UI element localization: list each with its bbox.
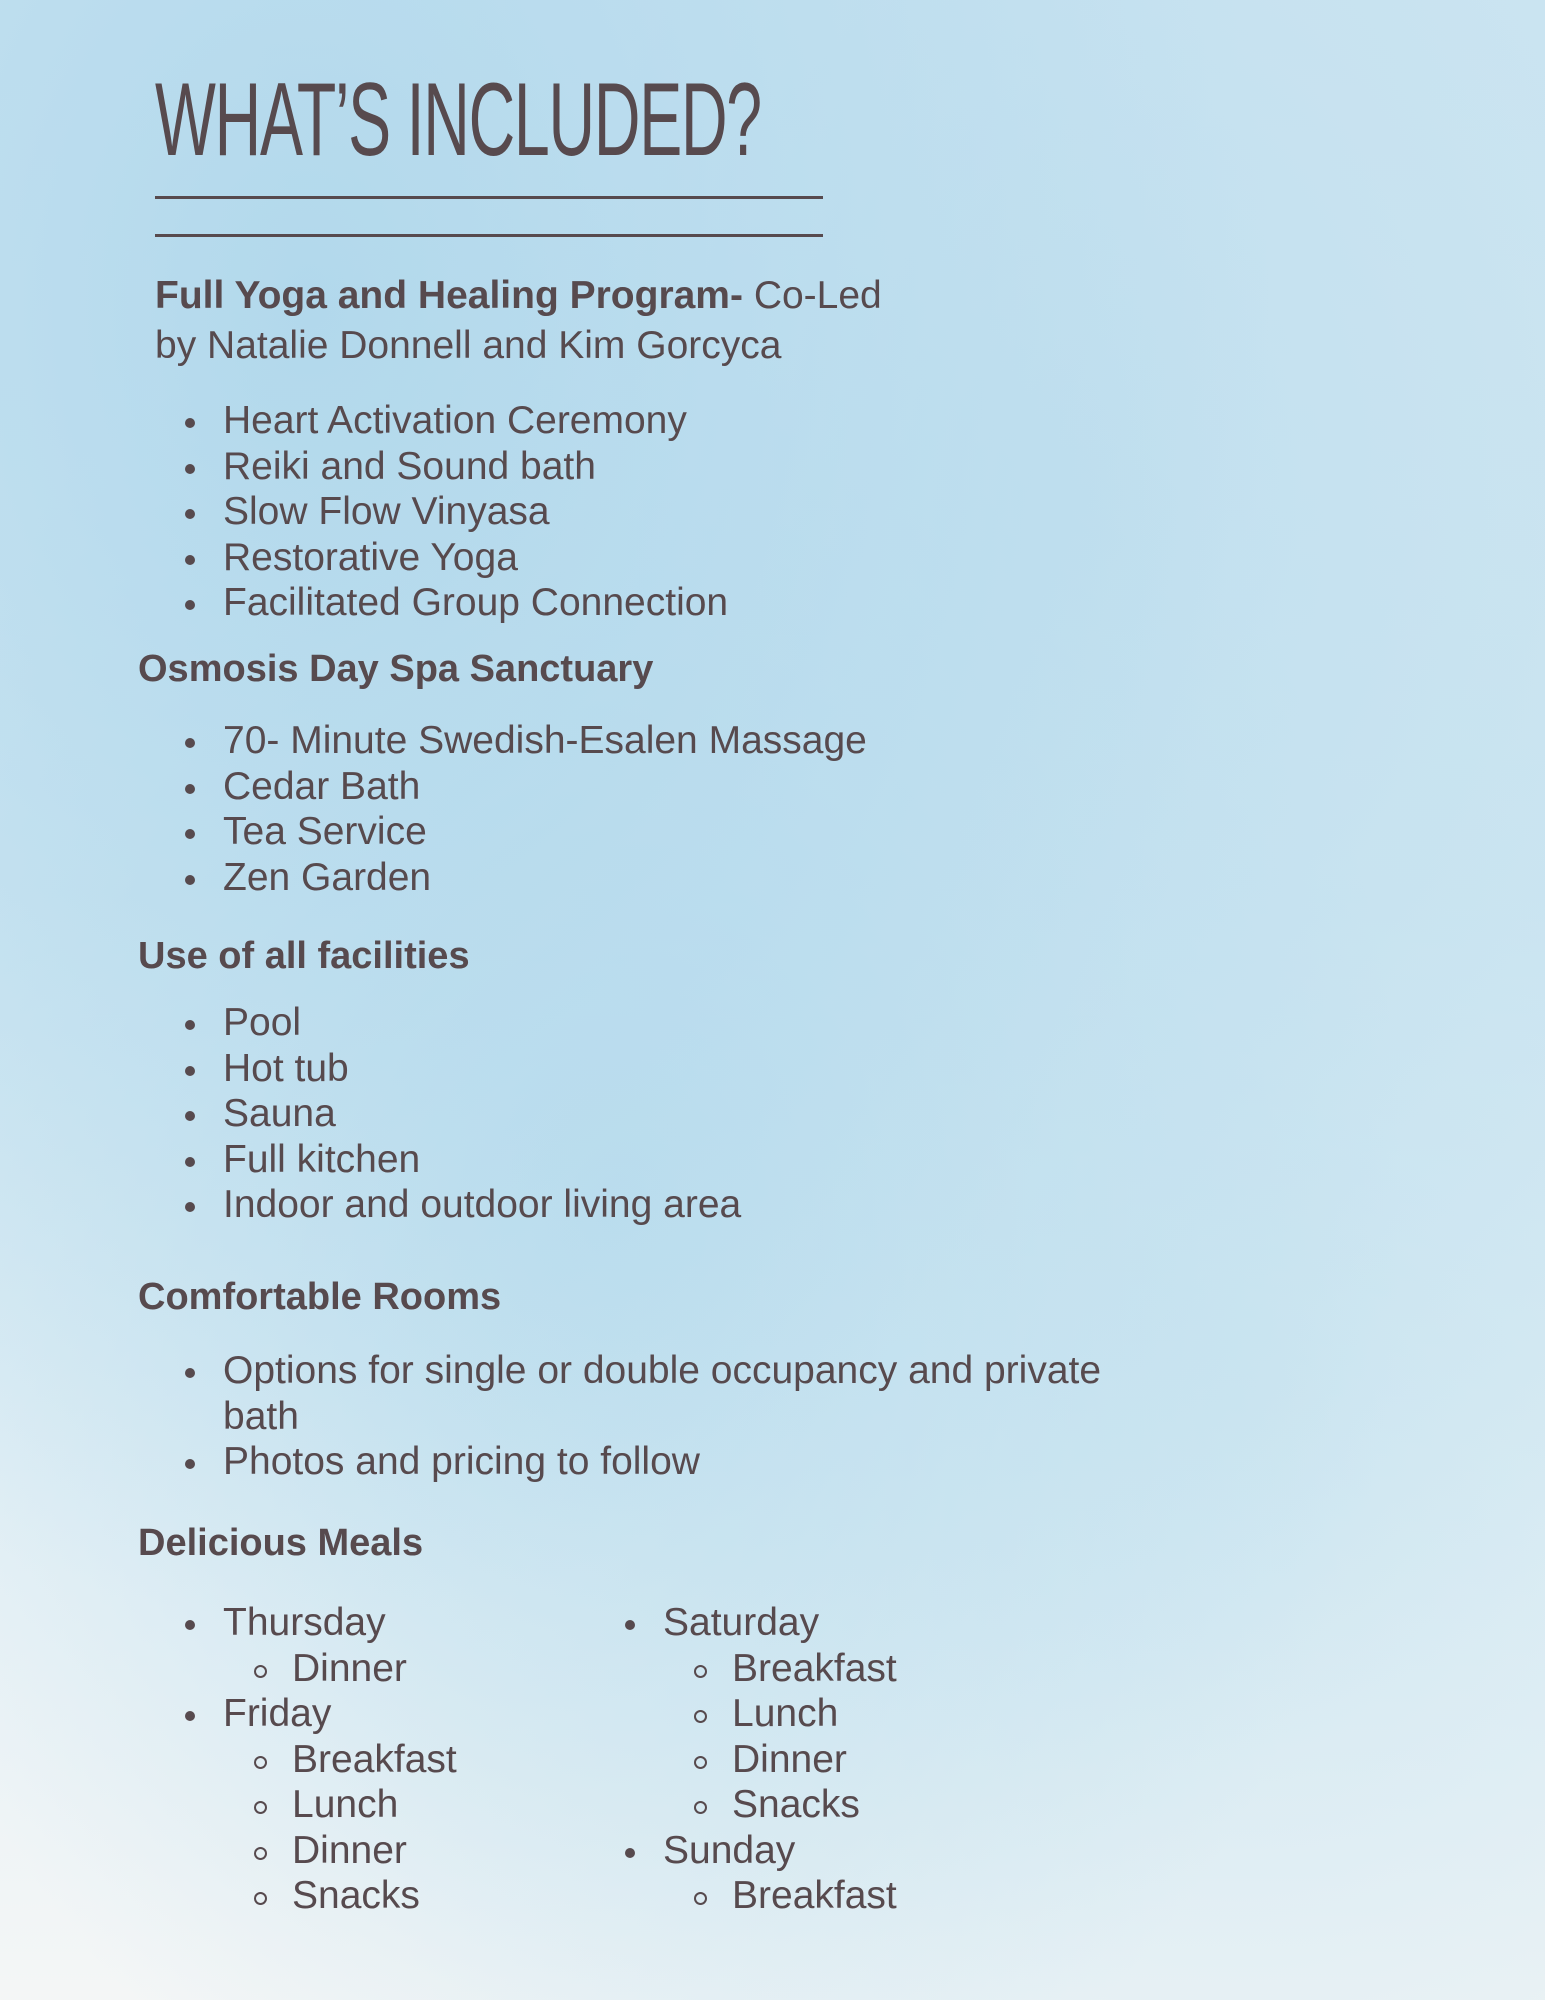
page-title: WHAT’S INCLUDED? (155, 62, 761, 178)
meal-day (615, 1828, 897, 1919)
rooms-heading: Comfortable Rooms (138, 1276, 502, 1318)
list-item: Heart Activation Ceremony (175, 398, 728, 444)
list-item: Pool (175, 1000, 741, 1046)
spa-heading: Osmosis Day Spa Sanctuary (138, 648, 654, 690)
meals-list-right (615, 1600, 897, 1919)
program-list (175, 398, 728, 626)
facilities-heading: Use of all facilities (138, 935, 470, 977)
meal-day (175, 1600, 457, 1691)
program-intro (155, 271, 1035, 371)
list-item: Slow Flow Vinyasa (175, 489, 728, 535)
spa-list (175, 718, 867, 900)
meal-day-label: Thursday (223, 1601, 386, 1644)
title-divider-bottom (155, 234, 823, 237)
list-item: Reiki and Sound bath (175, 444, 728, 490)
meal-item: Lunch (663, 1691, 897, 1737)
meals-list-left (175, 1600, 457, 1919)
meal-item: Dinner (223, 1828, 457, 1874)
list-item: Options for single or double occupancy and private bath (175, 1348, 1115, 1439)
program-leaders: by Natalie Donnell and Kim Gorcyca (155, 324, 782, 367)
meal-item: Snacks (663, 1782, 897, 1828)
meal-item: Breakfast (663, 1873, 897, 1919)
rooms-list (175, 1348, 1115, 1485)
meal-day (175, 1691, 457, 1919)
meal-item: Dinner (223, 1646, 457, 1692)
list-item: Sauna (175, 1091, 741, 1137)
meal-item: Dinner (663, 1737, 897, 1783)
meal-day-label: Sunday (663, 1828, 796, 1872)
program-coled: Co-Led (742, 274, 882, 317)
facilities-list (175, 1000, 741, 1228)
meal-sublist (663, 1873, 897, 1919)
list-item: 70- Minute Swedish-Esalen Massage (175, 718, 867, 764)
meal-item: Snacks (223, 1873, 457, 1919)
meal-item: Lunch (223, 1782, 457, 1828)
meal-day-label: Friday (223, 1692, 332, 1735)
meals-heading: Delicious Meals (138, 1522, 424, 1564)
meal-day-label: Saturday (663, 1601, 820, 1644)
meal-day (615, 1600, 897, 1828)
list-item: Cedar Bath (175, 764, 867, 810)
list-item: Tea Service (175, 809, 867, 855)
list-item: Facilitated Group Connection (175, 580, 728, 626)
meal-sublist (223, 1737, 457, 1919)
list-item: Full kitchen (175, 1137, 741, 1183)
meal-sublist (663, 1646, 897, 1828)
meal-sublist (223, 1646, 457, 1692)
meal-item: Breakfast (223, 1737, 457, 1783)
list-item: Photos and pricing to follow (175, 1439, 1115, 1485)
list-item: Restorative Yoga (175, 535, 728, 581)
list-item: Zen Garden (175, 855, 867, 901)
list-item: Hot tub (175, 1046, 741, 1092)
title-divider-top (155, 196, 823, 199)
program-title: Full Yoga and Healing Program- (155, 274, 743, 317)
meal-item: Breakfast (663, 1646, 897, 1692)
list-item: Indoor and outdoor living area (175, 1182, 741, 1228)
